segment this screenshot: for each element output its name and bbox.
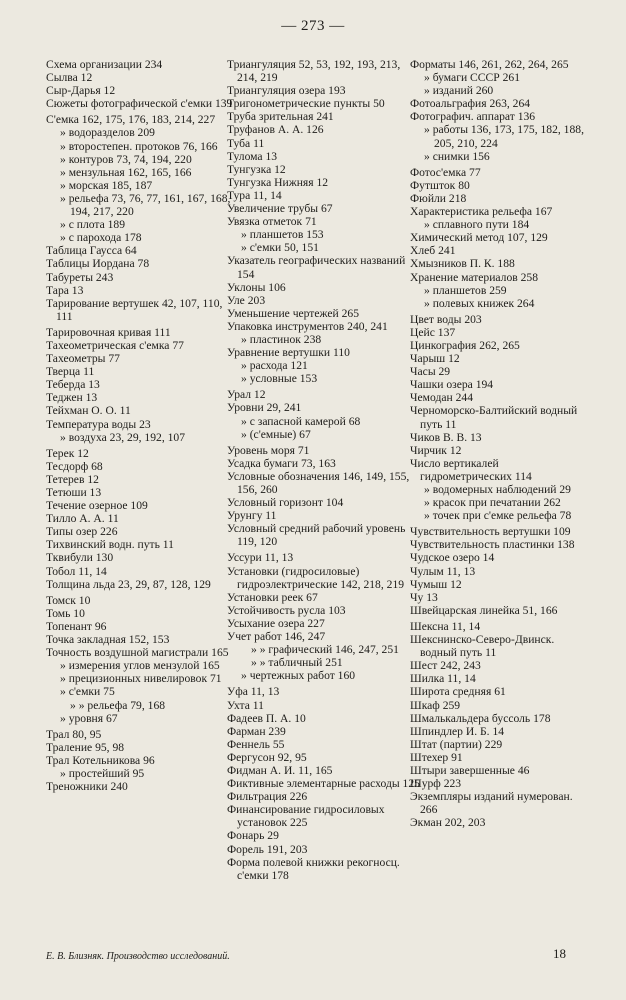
index-entry: Хранение материалов 258 (410, 270, 539, 284)
index-entry: Уклоны 106 (227, 280, 286, 294)
index-entry: Футшток 80 (410, 178, 470, 192)
index-subentry: » контуров 73, 74, 194, 220 (60, 152, 192, 166)
index-entry: Штыри завершенные 46 (410, 763, 530, 777)
index-entry: Тулома 13 (227, 149, 278, 163)
index-subentry: » водоразделов 209 (60, 126, 155, 140)
index-entry: Сыр-Дарья 12 (46, 84, 116, 98)
index-entry: Характеристика рельефа 167 (410, 205, 553, 219)
index-entry: Тура 11, 14 (227, 188, 282, 202)
index-entry: Таблицы Иордана 78 (46, 257, 150, 271)
index-entry: Фотоальграфия 263, 264 (410, 97, 531, 111)
index-entry: Толщина льда 23, 29, 87, 128, 129 (46, 577, 211, 591)
index-entry: Тарировочная кривая 111 (46, 325, 171, 339)
index-subentry: » измерения углов мензулой 165 (60, 659, 220, 673)
index-entry: Тесдорф 68 (46, 459, 103, 473)
index-subentry: » уровня 67 (60, 711, 118, 725)
footer-signature: Е. В. Близняк. Производство исследований. (46, 951, 230, 962)
index-subentry: » пластинок 238 (241, 332, 322, 346)
index-subentry: » планшетов 153 (241, 228, 324, 242)
index-entry: Тетерев 12 (46, 472, 99, 486)
index-entry: Чумыш 12 (410, 577, 462, 591)
index-column-2 (227, 58, 422, 882)
index-subentry: » мензульная 162, 165, 166 (60, 165, 192, 179)
index-entry: Фарман 239 (227, 724, 286, 738)
index-entry: Уссури 11, 13 (227, 551, 294, 565)
index-entry: С'емка 162, 175, 176, 183, 214, 227 (46, 113, 216, 127)
index-column-1 (46, 58, 241, 793)
index-entry: Цвет воды 203 (410, 312, 482, 326)
index-entry: Чирчик 12 (410, 443, 462, 457)
index-subentry: » с'емки 75 (60, 685, 115, 699)
index-entry: Тара 13 (46, 283, 84, 297)
index-entry: Уле 203 (227, 293, 266, 307)
index-entry: Хмызников П. К. 188 (410, 257, 515, 271)
index-entry: Теберда 13 (46, 378, 100, 392)
index-entry: Тобол 11, 14 (46, 564, 107, 578)
index-column-3 (410, 58, 590, 829)
index-entry: Ухта 11 (227, 698, 264, 712)
index-entry: Чашки озера 194 (410, 378, 494, 392)
index-entry: Типы озер 226 (46, 525, 118, 539)
index-entry: Чарыш 12 (410, 352, 460, 366)
index-subentry: » сплавного пути 184 (424, 218, 530, 232)
index-entry: Чиков В. В. 13 (410, 430, 482, 444)
index-entry: Тилло А. А. 11 (46, 512, 119, 526)
index-entry: Форма полевой книжки рекогносц. с'емки 178 (227, 855, 400, 882)
index-entry: Форель 191, 203 (227, 842, 308, 856)
index-entry: Урал 12 (227, 388, 266, 402)
index-entry: Швейцарская линейка 51, 166 (410, 603, 558, 617)
index-entry: Условный средний рабочий уровень 119, 120 (227, 522, 406, 549)
index-entry: Уровень моря 71 (227, 443, 310, 457)
index-entry: Томь 10 (46, 606, 85, 620)
index-entry: Упаковка инструментов 240, 241 (227, 319, 388, 333)
index-entry: Тетюши 13 (46, 486, 102, 499)
index-entry: Усадка бумаги 73, 163 (227, 456, 336, 470)
index-entry: Увязка отметок 71 (227, 215, 317, 229)
index-subentry: » работы 136, 173, 175, 182, 188, 205, 210, 224 (424, 123, 584, 150)
index-entry: Чулым 11, 13 (410, 564, 476, 578)
index-entry: Точка закладная 152, 153 (46, 633, 170, 647)
index-entry: Экман 202, 203 (410, 816, 486, 830)
index-entry: Учет работ 146, 247 (227, 630, 326, 644)
index-subentry: » с парохода 178 (60, 231, 142, 245)
index-entry: Часы 29 (410, 365, 451, 379)
index-entry: Установки реек 67 (227, 590, 318, 604)
index-entry: Тарирование вертушек 42, 107, 110, 111 (46, 296, 223, 323)
index-entry: Сылва 12 (46, 71, 93, 85)
index-entry: Хлеб 241 (410, 244, 456, 258)
index-subentry: » прецизионных нивелировок 71 (60, 672, 222, 686)
index-subentry: » водомерных наблюдений 29 (424, 483, 571, 496)
index-subentry: » воздуха 23, 29, 192, 107 (60, 430, 186, 444)
index-entry: Устойчивость русла 103 (227, 603, 346, 617)
index-entry: Чувствительность пластинки 138 (410, 538, 575, 552)
index-entry: Тейхман О. О. 11 (46, 404, 131, 418)
index-entry: Шкаф 259 (410, 698, 461, 712)
index-subentry: » точек при с'емке рельефа 78 (424, 509, 572, 523)
index-entry: Чудское озеро 14 (410, 551, 495, 565)
index-entry: Трал 80, 95 (46, 727, 102, 741)
index-entry: Труфанов А. А. 126 (227, 123, 324, 137)
index-entry: Тверца 11 (46, 365, 95, 379)
index-entry: Фергусон 92, 95 (227, 750, 307, 764)
index-subentry: » чертежных работ 160 (241, 669, 356, 683)
index-subentry: » снимки 156 (424, 149, 490, 163)
index-entry: Шилка 11, 14 (410, 672, 476, 686)
index-entry: Топенант 96 (46, 619, 107, 633)
index-entry: Увеличение трубы 67 (227, 202, 333, 216)
index-entry: Фадеев П. А. 10 (227, 711, 306, 725)
index-entry: Течение озерное 109 (46, 499, 148, 513)
signature-number: 18 (553, 946, 566, 961)
index-subentry: » условные 153 (241, 372, 318, 386)
index-subentry: » второстепен. протоков 76, 166 (60, 139, 218, 153)
index-entry: Сюжеты фотографической с'емки 139 (46, 97, 233, 111)
index-subentry: » изданий 260 (424, 84, 494, 98)
index-entry: Тунгузка 12 (227, 162, 286, 176)
index-entry: Указатель географических названий 154 (227, 254, 406, 281)
index-subentry: » » графический 146, 247, 251 (251, 643, 399, 657)
index-entry: Штат (партии) 229 (410, 737, 503, 751)
index-entry: Точность воздушной магистрали 165 (46, 646, 229, 660)
index-entry: Теджен 13 (46, 391, 98, 405)
index-entry: Уфа 11, 13 (227, 685, 280, 699)
index-entry: Условные обозначения 146, 149, 155, 156, 260 (227, 469, 410, 496)
index-entry: Штехер 91 (410, 750, 463, 764)
page-number: — 273 — (281, 18, 345, 34)
index-entry: Тахеометрическая с'емка 77 (46, 338, 184, 352)
index-subentry: » с запасной камерой 68 (241, 414, 361, 428)
index-subentry: » бумаги СССР 261 (424, 71, 520, 85)
index-entry: Чемодан 244 (410, 391, 474, 405)
index-entry: Температура воды 23 (46, 417, 151, 431)
index-subentry: » с'емки 50, 151 (241, 241, 319, 255)
index-entry: Цейс 137 (410, 325, 456, 339)
index-entry: Триангуляция 52, 53, 192, 193, 213, 214, 219 (227, 58, 401, 85)
index-entry: Терек 12 (46, 446, 89, 460)
index-subentry: » » табличный 251 (251, 656, 343, 670)
index-entry: Уровни 29, 241 (227, 401, 302, 415)
index-entry: Усыхание озера 227 (227, 616, 325, 630)
index-entry: Шекснинско-Северо-Двинск. водный путь 11 (410, 633, 555, 660)
index-subentry: » простейший 95 (60, 766, 145, 780)
index-entry: Фиктивные элементарные расходы 125 (227, 777, 420, 791)
index-subentry: » (с'емные) 67 (241, 427, 311, 441)
index-subentry: » морская 185, 187 (60, 178, 153, 192)
index-entry: Траление 95, 98 (46, 740, 125, 754)
index-entry: Химический метод 107, 129 (410, 231, 548, 245)
index-entry: Уменьшение чертежей 265 (227, 306, 360, 320)
index-entry: Шмалькальдера буссоль 178 (410, 711, 551, 725)
index-entry: Табуреты 243 (46, 270, 114, 284)
index-entry: Уравнение вертушки 110 (227, 346, 350, 360)
index-entry: Фотографич. аппарат 136 (410, 110, 536, 124)
index-entry: Экземпляры изданий нумерован. 266 (410, 790, 573, 817)
index-entry: Фотос'емка 77 (410, 165, 481, 179)
index-entry: Тахеометры 77 (46, 352, 120, 366)
index-subentry: » полевых книжек 264 (424, 296, 535, 310)
index-entry: Фидман А. И. 11, 165 (227, 763, 333, 777)
index-entry: Широта средняя 61 (410, 685, 506, 699)
index-subentry: » » рельефа 79, 168 (70, 698, 166, 712)
index-subentry: » расхода 121 (241, 359, 308, 373)
index-entry: Тунгузка Нижняя 12 (227, 175, 329, 189)
index-subentry: » красок при печатании 262 (424, 496, 561, 510)
index-entry: Тихвинский водн. путь 11 (46, 538, 174, 552)
index-entry: Треножники 240 (46, 780, 128, 794)
index-entry: Фонарь 29 (227, 829, 279, 843)
index-entry: Тквибули 130 (46, 551, 114, 565)
index-entry: Трал Котельникова 96 (46, 753, 155, 767)
index-entry: Чувствительность вертушки 109 (410, 525, 571, 539)
index-subentry: » с плота 189 (60, 218, 126, 232)
index-entry: Число вертикалей гидрометрических 114 (410, 456, 532, 483)
index-entry: Чу 13 (410, 590, 438, 604)
index-entry: Урунгу 11 (227, 509, 277, 523)
index-entry: Форматы 146, 261, 262, 264, 265 (410, 58, 569, 71)
index-entry: Установки (гидросиловые) гидроэлектрические 142, 218, 219 (227, 564, 405, 591)
index-entry: Томск 10 (46, 593, 91, 607)
index-entry: Цинкография 262, 265 (410, 338, 520, 352)
index-entry: Шурф 223 (410, 777, 462, 791)
index-entry: Триангуляция озера 193 (227, 84, 346, 98)
index-entry: Фильтрация 226 (227, 790, 308, 804)
index-entry: Финансирование гидросиловых установок 225 (227, 803, 385, 830)
index-entry: Шексна 11, 14 (410, 619, 481, 633)
index-entry: Тригонометрические пункты 50 (227, 97, 385, 111)
index-subentry: » рельефа 73, 76, 77, 161, 167, 168, 194, 217, 220 (60, 191, 231, 219)
index-entry: Туба 11 (227, 136, 265, 150)
index-entry: Условный горизонт 104 (227, 496, 344, 510)
index-entry: Фюйли 218 (410, 191, 467, 205)
index-entry: Шест 242, 243 (410, 659, 481, 673)
index-entry: Черноморско-Балтийский водный путь 11 (410, 404, 578, 431)
index-entry: Феннель 55 (227, 737, 285, 751)
index-entry: Шпиндлер И. Б. 14 (410, 724, 505, 738)
index-entry: Труба зрительная 241 (227, 110, 334, 124)
index-subentry: » планшетов 259 (424, 283, 507, 297)
index-entry: Таблица Гаусса 64 (46, 244, 137, 258)
index-entry: Схема организации 234 (46, 58, 163, 71)
